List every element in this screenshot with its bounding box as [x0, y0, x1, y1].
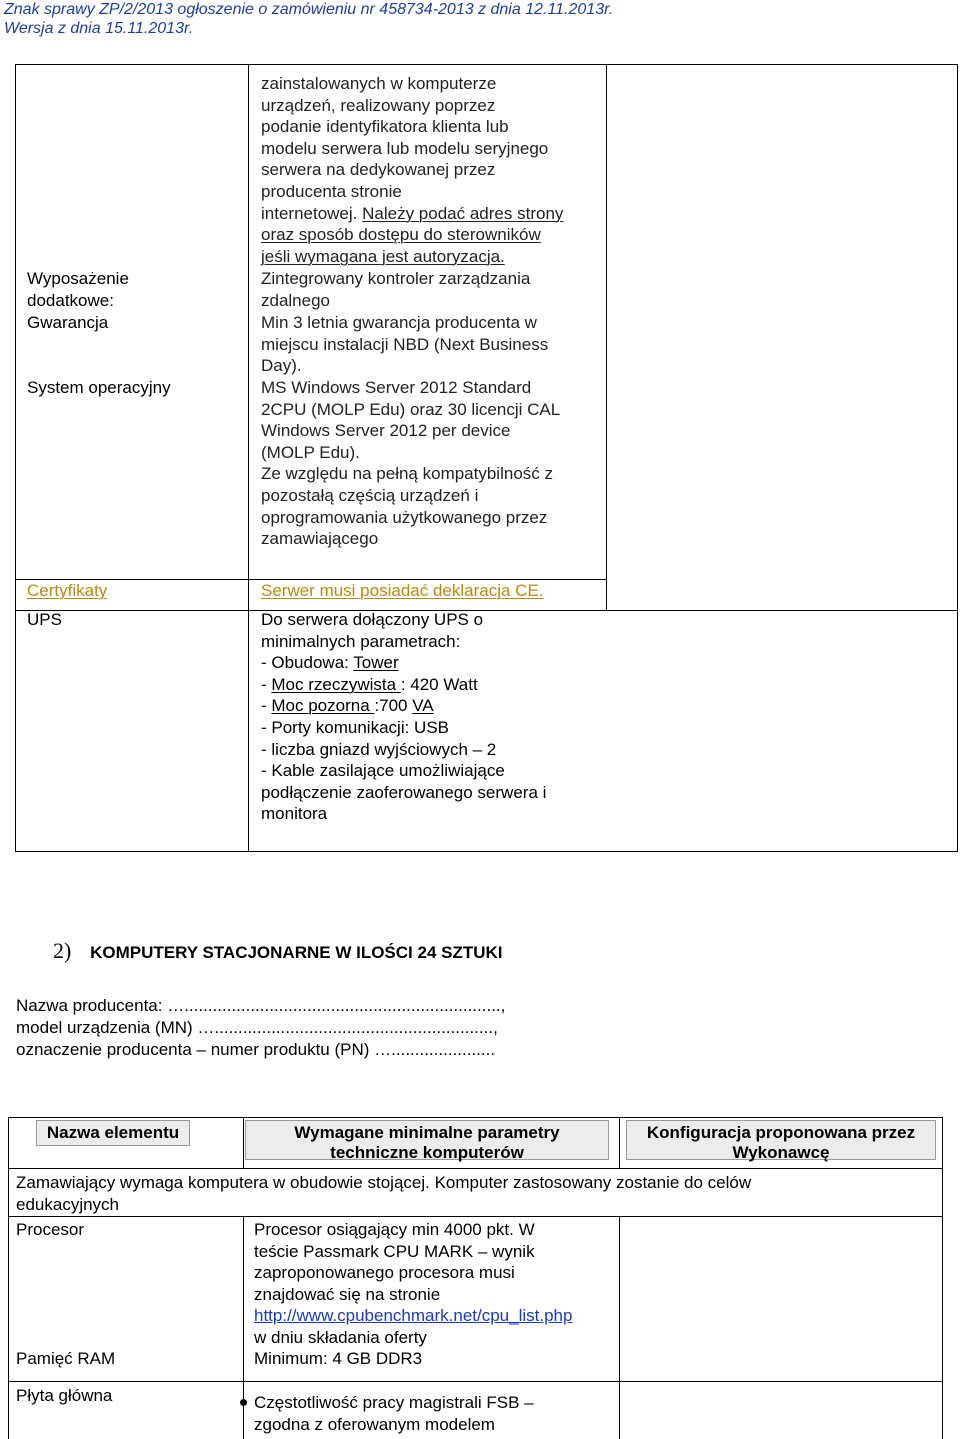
row-label-ups: UPS — [27, 610, 62, 629]
server-spec-table — [15, 64, 958, 852]
housing-requirement-note: Zamawiający wymaga komputera w obudowie stojącej. Komputer zastosowany zostanie do celów edukacyjnych — [16, 1173, 752, 1214]
column-divider-1 — [248, 65, 249, 851]
row-label-ram: Pamięć RAM — [16, 1349, 116, 1368]
desktop-spec-table — [0, 1115, 960, 1439]
header-line-1: Znak sprawy ZP/2/2013 ogłoszenie o zamówieniu nr 458734-2013 z dnia 12.11.2013r. — [4, 1, 614, 18]
header-proposed-config: Konfiguracja proponowana przez Wykonawcę — [626, 1120, 936, 1160]
row-value-accessories: Zintegrowany kontroler zarządzania zdalnego — [261, 269, 531, 310]
section-title: KOMPUTERY STACJONARNE W ILOŚCI 24 SZTUKI — [90, 943, 503, 962]
header-required-params: Wymagane minimalne parametry techniczne komputerów — [245, 1120, 609, 1160]
row-value-os: MS Windows Server 2012 Standard 2CPU (MOLP Edu) oraz 30 licencji CAL Windows Server 2012 per device (MOLP Edu). Ze względu na pełną kompatybilność z pozostałą częścią urządzeń i oprogramowania użytkowanego przez zamawiającego — [261, 378, 561, 549]
section-number: 2) — [53, 938, 72, 963]
producer-fields — [16, 995, 505, 1061]
product-number-line: oznaczenie producenta – numer produktu (PN) …...................... — [16, 1040, 496, 1059]
cpubenchmark-link[interactable]: http://www.cpubenchmark.net/cpu_list.php — [254, 1306, 573, 1326]
row-label-warranty: Gwarancja — [27, 313, 109, 332]
row-value-ram: Minimum: 4 GB DDR3 — [254, 1349, 423, 1368]
producer-name-line: Nazwa producenta: …..................................................................., — [16, 996, 506, 1015]
row-value-motherboard: Częstotliwość pracy magistrali FSB – zgodna z oferowanym modelem — [240, 1392, 534, 1435]
row-label-processor: Procesor — [16, 1220, 85, 1239]
header-element-name: Nazwa elementu — [36, 1120, 190, 1146]
row-label-accessories: Wyposażenie dodatkowe: — [27, 269, 129, 310]
row-value-certificates: Serwer musi posiadać deklaracja CE. — [261, 581, 544, 600]
row-label-certificates: Certyfikaty — [27, 581, 108, 600]
row-value-ups: Do serwera dołączony UPS o minimalnych parametrach: - Obudowa: Tower - Moc rzeczywista : 420 Watt - Moc pozorna :700 VA - Porty komunikacji: USB - liczba gniazd wyjściowych – 2 - Kable zasilające umożliwiające podłączenie zaoferowanego serwera i monitora — [261, 610, 547, 824]
row-value-processor: Procesor osiągający min 4000 pkt. W teście Passmark CPU MARK – wynik zaproponowanego procesora musi znajdować się na stronie http://www.cpubenchmark.net/cpu_list.php w dniu składania oferty — [254, 1220, 573, 1347]
device-model-line: model urządzenia (MN) …..........................................................., — [16, 1018, 498, 1037]
header-line-2: Wersja z dnia 15.11.2013r. — [4, 20, 194, 37]
row-label-motherboard: Płyta główna — [16, 1386, 113, 1405]
section-heading — [53, 940, 503, 964]
driver-install-text: zainstalowanych w komputerze urządzeń, realizowany poprzez podanie identyfikatora klienta lub modelu serwera lub modelu seryjnego serwera na dedykowanej przez producenta stronie internetowej. Należy podać adres strony oraz sposób dostępu do sterowników jeśli wymagana jest autoryzacja. — [261, 74, 564, 266]
row-label-os: System operacyjny — [27, 378, 171, 397]
bullet-icon — [240, 1399, 247, 1406]
document-header — [4, 0, 613, 38]
row-value-warranty: Min 3 letnia gwarancja producenta w miejscu instalacji NBD (Next Business Day). — [261, 313, 549, 376]
